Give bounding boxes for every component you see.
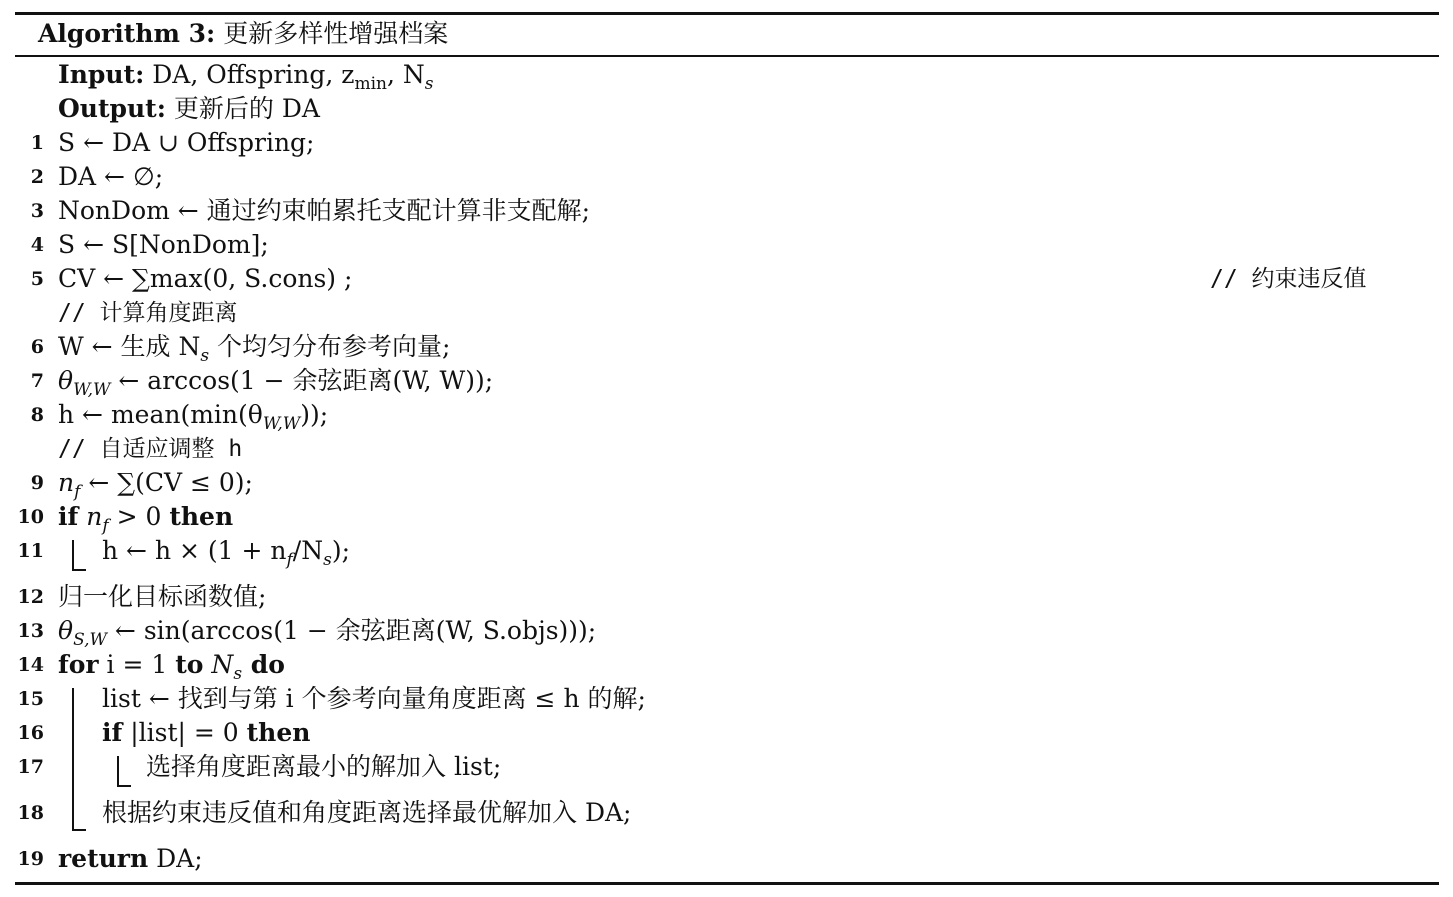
code-text: [58, 364, 493, 401]
code-part: );: [331, 536, 351, 565]
keyword: do: [242, 650, 285, 679]
input-n-sub: s: [424, 74, 434, 94]
line-number: 14: [17, 654, 44, 676]
code-text: CV ← ∑max(0, S.cons) ;: [58, 264, 353, 293]
code-text: list ← 找到与第 i 个参考向量角度距离 ≤ h 的解;: [102, 684, 646, 713]
code-text: [58, 500, 233, 537]
line-number: 17: [17, 756, 44, 778]
code-text: [58, 648, 285, 685]
comment-text: // 计算角度距离: [58, 300, 238, 326]
line-number: 7: [30, 370, 44, 392]
code-part: θ: [58, 366, 74, 395]
code-text: [102, 534, 350, 571]
code-text: DA ← ∅;: [58, 162, 164, 191]
comment-text: // 自适应调整 h: [58, 436, 243, 462]
code-part: ← arccos(1 − 余弦距离(W, W));: [110, 366, 494, 395]
input-line: [58, 58, 434, 95]
line-number: 16: [17, 722, 44, 744]
code-text: NonDom ← 通过约束帕累托支配计算非支配解;: [58, 196, 591, 225]
code-text: S ← DA ∪ Offspring;: [58, 128, 315, 157]
subscript: S,W: [73, 630, 107, 650]
line-number: 4: [30, 234, 44, 256]
code-text: [58, 614, 596, 651]
line-number: 12: [17, 586, 44, 608]
code-text: [58, 330, 450, 367]
code-part: W ← 生成 N: [58, 332, 201, 361]
code-part: N: [203, 650, 234, 679]
code-part: n: [78, 502, 103, 531]
code-text: [58, 842, 203, 876]
keyword: for: [58, 650, 99, 679]
algorithm-label: Algorithm 3:: [38, 19, 216, 48]
keyword: if: [102, 718, 123, 747]
keyword: to: [175, 650, 204, 679]
code-text: 根据约束违反值和角度距离选择最优解加入 DA;: [102, 798, 632, 827]
block-hook: [72, 569, 86, 571]
output-value: 更新后的 DA: [173, 94, 320, 123]
algorithm-caption: [38, 16, 448, 52]
block-bar: [117, 756, 119, 786]
cv-comment: // 约束违反值: [1210, 266, 1367, 292]
code-part: > 0: [108, 502, 170, 531]
code-text: [102, 716, 310, 750]
line-number: 6: [30, 336, 44, 358]
code-part: i = 1: [98, 650, 176, 679]
subscript: W,W: [262, 414, 301, 434]
code-text: 归一化目标函数值;: [58, 582, 267, 611]
code-part: h ← h × (1 + n: [102, 536, 287, 565]
block-bar: [72, 688, 74, 830]
bottom-rule: [15, 882, 1439, 885]
subscript: s: [200, 346, 210, 366]
line-number: 18: [17, 802, 44, 824]
line-number: 10: [17, 506, 44, 528]
subscript: f: [74, 482, 81, 502]
input-value: DA, Offspring, z: [152, 60, 355, 89]
code-part: ← ∑(CV ≤ 0);: [80, 468, 253, 497]
caption-rule: [15, 55, 1439, 57]
keyword: if: [58, 502, 79, 531]
input-label: Input:: [58, 60, 145, 89]
code-part: ← sin(arccos(1 − 余弦距离(W, S.objs)));: [106, 616, 597, 645]
subscript: f: [102, 516, 109, 536]
line-number: 19: [17, 848, 44, 870]
output-label: Output:: [58, 94, 166, 123]
code-part: θ: [58, 616, 74, 645]
keyword: return: [58, 844, 149, 873]
line-number: 2: [30, 166, 44, 188]
subscript: s: [233, 664, 243, 684]
code-text: [58, 466, 253, 503]
line-number: 3: [30, 200, 44, 222]
line-number: 9: [30, 472, 44, 494]
input-tail: , N: [386, 60, 425, 89]
line-number: 11: [17, 540, 44, 562]
keyword: then: [246, 718, 311, 747]
code-text: S ← S[NonDom];: [58, 230, 269, 259]
code-part: DA;: [148, 844, 203, 873]
line-number: 13: [17, 620, 44, 642]
code-part: /N: [292, 536, 324, 565]
code-part: h ← mean(min(θ: [58, 400, 263, 429]
subscript: f: [286, 550, 293, 570]
code-text: [58, 398, 328, 435]
code-part: ));: [300, 400, 329, 429]
input-z-sub: min: [354, 74, 387, 94]
algorithm-title: 更新多样性增强档案: [223, 19, 449, 48]
code-part: n: [58, 468, 75, 497]
keyword: then: [169, 502, 234, 531]
code-text: 选择角度距离最小的解加入 list;: [146, 752, 502, 781]
block-bar: [72, 540, 74, 570]
top-rule: [15, 12, 1439, 15]
subscript: W,W: [73, 380, 111, 400]
block-hook: [72, 829, 86, 831]
line-number: 5: [30, 268, 44, 290]
line-number: 1: [30, 132, 44, 154]
subscript: s: [323, 550, 332, 570]
line-number: 15: [17, 688, 44, 710]
code-part: 个均匀分布参考向量;: [209, 332, 451, 361]
block-hook: [117, 785, 131, 787]
code-part: |list| = 0: [122, 718, 247, 747]
output-line: [58, 92, 320, 126]
line-number: 8: [30, 404, 44, 426]
